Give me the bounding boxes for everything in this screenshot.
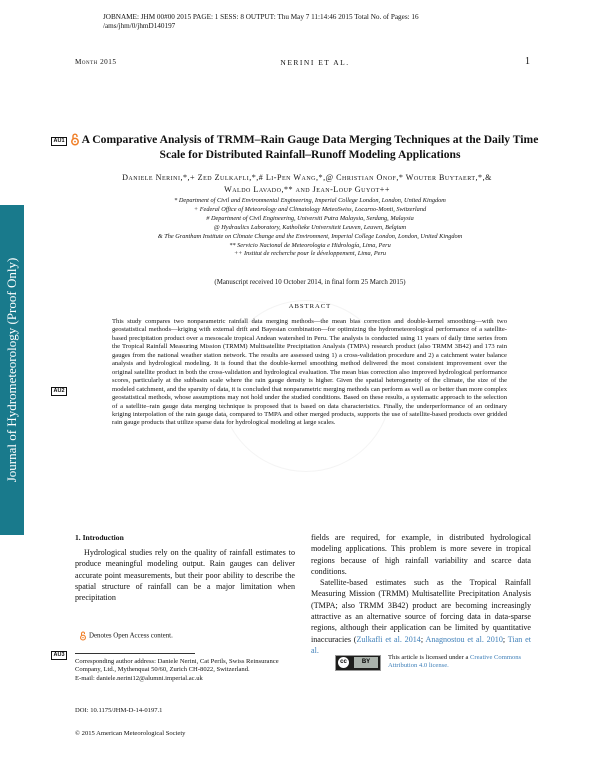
manuscript-dates: (Manuscript received 10 October 2014, in final form 25 March 2015) [214, 279, 406, 286]
article-title: A Comparative Analysis of TRMM–Rain Gauge Data Merging Techniques at the Daily Time Scale for Distributed Rainfall–Runoff Modeling Applications [81, 133, 539, 161]
issue-month: Month 2015 [75, 58, 117, 66]
cc-by-badge[interactable] [335, 655, 381, 671]
affiliation: * Department of Civil and Environmental Engineering, Imperial College London, London, United Kingdom [174, 197, 446, 204]
affiliation: & The Grantham Institute on Climate Change and the Environment, Imperial College London, London, United Kingdom [157, 232, 463, 240]
jobname-line: JOBNAME: JHM 00#00 2015 PAGE: 1 SESS: 8 OUTPUT: Thu May 7 11:14:46 2015 Total No. of Pages: 16 [103, 13, 419, 21]
citation-link[interactable]: Tian et al. [311, 634, 531, 655]
affiliation: # Department of Civil Engineering, Universiti Putra Malaysia, Serdang, Malaysia [206, 214, 414, 222]
sidebar-journal-name: Journal of Hydrometeorology (Proof Only) [4, 257, 19, 483]
open-access-icon [71, 133, 79, 146]
proof-job-header [103, 13, 483, 31]
author-query-mark[interactable]: AU1 [51, 137, 67, 146]
doi[interactable]: DOI: 10.1175/JHM-D-14-0197.1 [75, 707, 163, 714]
copyright: © 2015 American Meteorological Society [75, 730, 186, 737]
paragraph-text: Satellite-based estimates such as the Tropical Rainfall Measuring Mission (TRMM) Multisatellite Precipitation Analysis (TMPA; also TRMM 3B42) product are becoming increasingly attractive as an alternative source of forcing data in data-sparse regions, although their application can be limited by quantitative inaccuracies ( [311, 578, 531, 644]
abstract-text: This study compares two nonparametric rainfall data merging methods—the mean bias correction and double-kernel smoothing—with two geostatistical methods—kriging with external drift and Bayesian combination—for optimizing the hydrometeorological performance of a satellite-based precipitation product over a mesoscale tropical Andean watershed in Peru. The analysis is conducted using 11 years of daily time series from the Tropical Rainfall Measuring Mission (TRMM) Multisatellite Precipitation Analysis (TMPA) research product (also TRMM 3B42) and 173 rain gauges from the national weather station network. The results are assessed using 1) a cross-validation procedure and 2) a catchment water balance analysis and hydrological modeling. It is found that the double-kernel smoothing method delivered the most consistent improvement over the original satellite product in both the cross-validation and hydrological evaluation. The mean bias correction also improved hydrological performance scores, particularly at the subbasin scale where the rain gauge density is higher. Given the spatial heterogeneity of the climate, the size of the modeled catchment, and the sparsity of data, it is concluded that nonparametric merging methods can perform as well as or better than more complex geostatistical methods, whose assumptions may not hold under the studied conditions. Based on these results, a systematic approach to the selection of a satellite–rain gauge data merging technique is proposed that is based on data characteristics. Finally, the underperformance of an ordinary kriging interpolation of the rain gauge data, compared to TMPA and other merged products, supports the use of satellite-based products over gridded rain gauge products that utilize sparse data for hydrological modeling at large scales. [112, 318, 507, 427]
corresponding-email[interactable]: E-mail: daniele.nerini12@alumni.imperial.ac.uk [75, 674, 203, 682]
author-query-mark[interactable]: AU2 [51, 387, 67, 396]
author-list [72, 172, 542, 195]
citation-separator: ; [502, 634, 508, 644]
body-paragraph [311, 577, 531, 656]
open-access-icon [80, 631, 86, 641]
page-number: 1 [525, 56, 530, 67]
license-note [388, 654, 538, 671]
citation-link[interactable]: Anagnostou et al. 2010 [425, 634, 503, 644]
citation-link[interactable]: Zulkafli et al. 2014 [356, 634, 421, 644]
journal-sidebar [0, 205, 24, 535]
open-access-label: Denotes Open Access content. [89, 632, 173, 640]
body-paragraph: fields are required, for example, in distributed hydrological modeling applications. This problem is more severe in tropical regions because of high rainfall variability and scarce data conditions. [311, 533, 531, 576]
body-column-right [311, 532, 531, 656]
affiliation: ++ Institut de recherche pour le développement, Lima, Peru [233, 250, 387, 258]
running-head-authors: NERINI ET AL. [280, 58, 350, 67]
abstract-heading: ABSTRACT [288, 303, 332, 310]
cc-icon: cc [338, 657, 349, 668]
author-query-mark[interactable]: AU3 [51, 651, 67, 660]
affiliation: @ Hydraulics Laboratory, Katholieke Universiteit Leuven, Leuven, Belgium [213, 223, 407, 231]
corresponding-address: Corresponding author address: Daniele Nerini, Cat Perils, Swiss Reinsurance Company, Ltd., Mythenquai 50/60, Zurich CH-8022, Switzerland. [75, 658, 279, 674]
license-link[interactable]: Creative Commons Attribution 4.0 license. [388, 654, 522, 670]
section-heading: 1. Introduction [75, 533, 124, 542]
author-line: Daniele Nerini,*,+ Zed Zulkafli,*,# Li-Pen Wang,*,@ Christian Onof,* Wouter Buytaert,*,& [122, 173, 492, 182]
by-icon: BY [354, 657, 378, 668]
proof-path-line: /ams/jhm/0/jhmD140197 [103, 22, 176, 30]
open-access-note [80, 631, 173, 641]
footnote-divider [75, 653, 195, 654]
affiliation: ** Servicio Nacional de Meteorologia e Hidrología, Lima, Peru [229, 241, 391, 249]
license-text: This article is licensed under a [388, 654, 471, 661]
correspondence-footnote [75, 658, 300, 683]
body-column-left: Hydrological studies rely on the quality of rainfall estimates to produce meaningful modeling output. Rain gauges can deliver accurate point measurements, but their poor ability to describe the spatial structure of rainfall can be a major limitation when precipitation [75, 548, 295, 603]
citation-separator: ; [420, 634, 426, 644]
author-line: Waldo Lavado,** and Jean-Loup Guyot++ [224, 184, 390, 194]
affiliations [95, 197, 525, 259]
affiliation: + Federal Office of Meteorology and Climatology MeteoSwiss, Locarno-Monti, Switzerland [193, 205, 427, 213]
